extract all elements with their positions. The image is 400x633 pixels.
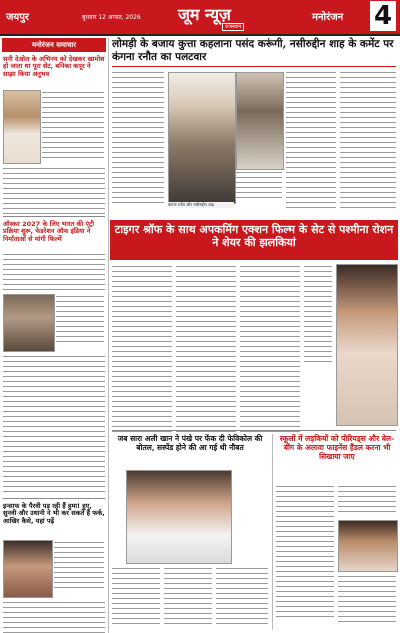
section-name: मनोरंजन bbox=[312, 12, 344, 23]
story3-headline: इन्साफ के पैरवी पड़ रही हैं हुमा! हुए, सुनवी और उधानी ने भी कर सकते हैं फर्क, आखिर कैसे, यहां पढ़ें bbox=[3, 502, 105, 525]
divider bbox=[112, 430, 396, 431]
section-label: मनोरंजन समाचार bbox=[2, 38, 106, 52]
oscar-photo bbox=[3, 294, 55, 352]
sara-ali-khan-photo bbox=[126, 470, 232, 564]
divider bbox=[3, 498, 105, 499]
edition-city: जयपुर bbox=[6, 12, 29, 23]
newspaper-logo: जूम न्यूज़ bbox=[178, 5, 231, 24]
story2-headline: ऑस्कर 2027 के लिए भारत की एंट्री प्रक्रिया शुरू, फेडरेशन ऑफ इंडिया ने निर्माताओं से मांगी फिल्में bbox=[3, 220, 95, 243]
bottom-right-body-col2 bbox=[338, 486, 396, 516]
banner-story-body-col2 bbox=[176, 266, 236, 436]
huma-photo bbox=[3, 540, 53, 598]
banner-story-body-col1 bbox=[112, 266, 172, 436]
story3-body-side bbox=[54, 542, 104, 592]
naseeruddin-photo bbox=[168, 72, 236, 204]
story2-body bbox=[3, 254, 105, 294]
bottom-left-body-col2 bbox=[164, 568, 212, 628]
banner-story-body-col4 bbox=[304, 266, 332, 366]
banner-story-headline: टाइगर श्रॉफ के साथ अपकमिंग एक्शन फिल्म के सेट से पश्मीना रोशन ने शेयर की झलकियां bbox=[110, 220, 398, 260]
pashmina-photo bbox=[336, 264, 398, 426]
bottom-left-body-col1 bbox=[112, 568, 160, 628]
story1-headline: सनी देओल के अभिनय को देखकर खामोश हो जाता था पूरा सेट, बनिका कपूर ने साझा किया अनुभव bbox=[3, 55, 105, 78]
page-number: 4 bbox=[370, 1, 396, 31]
story1-body bbox=[42, 92, 104, 162]
masthead-divider bbox=[0, 34, 400, 36]
bottom-right-headline: स्कूलों में लड़कियों को पीरियड्स और बेल-बींग के अलावा फाइनेंस हैंडल करना भी सिखाया जाए bbox=[279, 434, 395, 461]
top-story-body-col5 bbox=[340, 72, 396, 212]
bottom-right-body-col1 bbox=[276, 486, 334, 621]
story1-body-continued bbox=[3, 168, 105, 218]
bottom-left-headline: जब सारा अली खान ने पंखे पर फेंक दी फेविकोल की बोतल, सस्पेंड होने की आ गई थी नौबत bbox=[117, 434, 263, 452]
divider bbox=[3, 216, 105, 217]
logo-subtitle: राजस्थान bbox=[222, 23, 244, 31]
actress-photo bbox=[3, 90, 41, 164]
bottom-left-body-col3 bbox=[216, 568, 268, 628]
story2-body-side bbox=[56, 296, 104, 346]
bottom-right-body-col3 bbox=[338, 576, 396, 626]
story3-body bbox=[3, 602, 105, 633]
edition-date: बुधवार 12 अगस्त, 2026 bbox=[82, 14, 141, 21]
top-story-body-col1 bbox=[112, 72, 164, 207]
story2-body-continued bbox=[3, 356, 105, 496]
top-story-body-col3 bbox=[236, 172, 282, 202]
left-column bbox=[0, 38, 109, 633]
top-story-body-col4 bbox=[286, 72, 336, 212]
photo-caption: कंगना रनौत और नसीरुद्दीन शाह bbox=[168, 202, 234, 208]
masthead bbox=[0, 0, 400, 34]
kangana-photo bbox=[236, 72, 284, 170]
actress-portrait-photo bbox=[338, 520, 398, 572]
banner-story-body-col3 bbox=[240, 266, 300, 436]
divider bbox=[112, 66, 396, 67]
top-story-headline: लोमड़ी के बजाय कुत्ता कहलाना पसंद करूंगी, नसीरुद्दीन शाह के कमेंट पर कंगना रनौत का पलटवार bbox=[112, 38, 394, 63]
column-divider bbox=[272, 434, 273, 630]
